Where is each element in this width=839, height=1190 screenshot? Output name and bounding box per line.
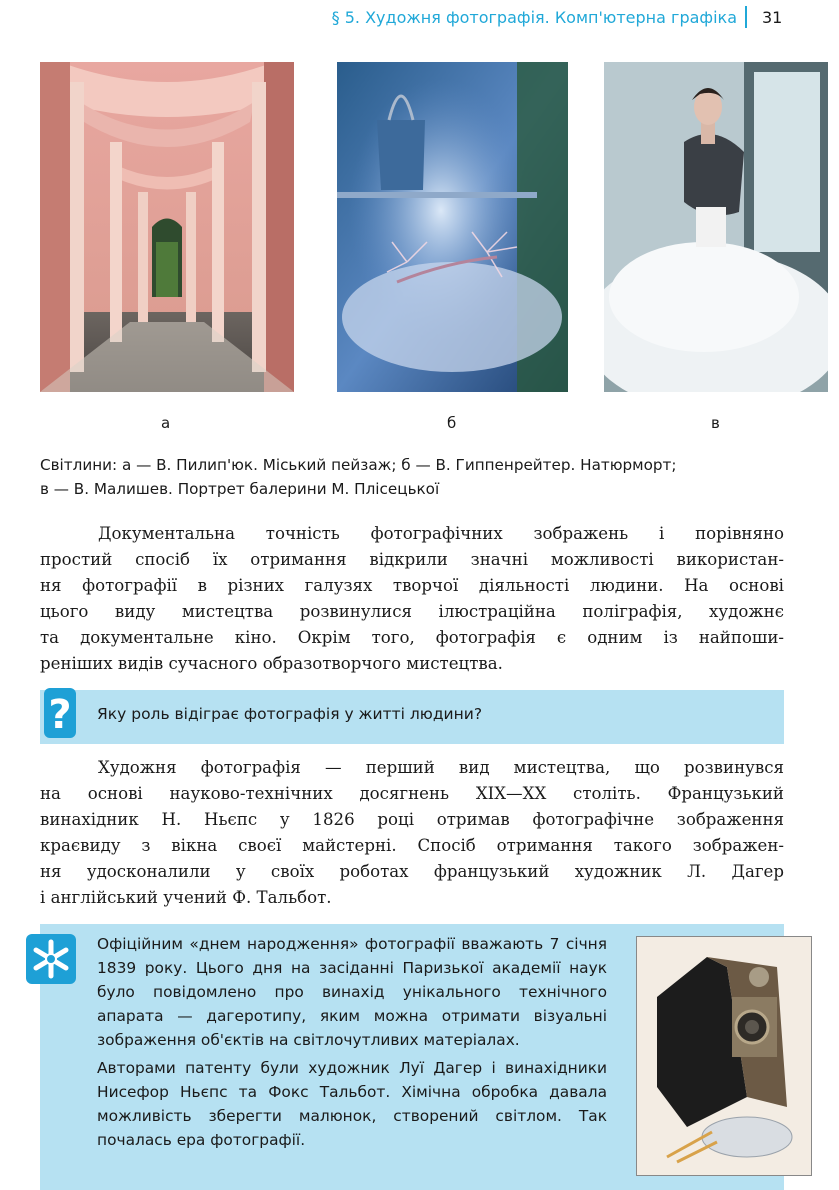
paragraph-line: Документальна точність фотографічних зображень і порівняно: [98, 524, 784, 543]
paragraph-line: ня удосконалили у своїх роботах французький художник Л. Дагер: [40, 862, 784, 881]
photo-daguerreotype-camera: [636, 936, 812, 1176]
paragraph-line: реніших видів сучасного образотворчого мистецтва.: [40, 654, 503, 673]
paragraph-line: ня фотографії в різних галузях творчої діяльності людини. На основі: [40, 576, 784, 595]
photo-label-b: б: [447, 414, 457, 432]
photo-ballerina-portrait: [604, 62, 828, 392]
question-text: Яку роль відіграє фотографія у житті людини?: [97, 705, 483, 723]
paragraph-line: цього виду мистецтва розвинулися ілюстраційна поліграфія, художнє: [40, 602, 784, 621]
question-box: [40, 690, 784, 744]
photo-label-c: в: [711, 414, 720, 432]
photo-label-a: а: [161, 414, 171, 432]
page-header: [0, 2, 839, 32]
fact-paragraph-1: Офіційним «днем народження» фотографії вважають 7 січня 1839 року. Цього дня на засіданні Паризької академії наук було повідомлено про винахід унікального технічного апарата — дагеротипу, яким можна отримати візуальні зображення об'єктів на світлочутливих матеріалах.: [97, 935, 607, 1049]
caption-line: в — В. Малишев. Портрет балерини М. Плісецької: [40, 480, 440, 498]
asterisk-icon: [26, 934, 76, 984]
svg-text:?: ?: [48, 692, 72, 738]
paragraph-line: на основі науково-технічних досягнень XIX—XX століть. Французький: [40, 784, 784, 803]
photo-caption: [40, 453, 820, 501]
photo-still-life: [337, 62, 568, 392]
fact-paragraph-2: Авторами патенту були художник Луї Дагер і винахідники Нисефор Ньєпс та Фокс Тальбот. Хімічна обробка давала можливість зберегти малюнок, створений світлом. Так почалась ера фотографії.: [97, 1059, 607, 1149]
photo-city-landscape: [40, 62, 294, 392]
header-divider: [745, 6, 747, 28]
caption-line: Світлини: а — В. Пилип'юк. Міський пейзаж; б — В. Гиппенрейтер. Натюрморт;: [40, 456, 677, 474]
section-title: § 5. Художня фотографія. Комп'ютерна графіка: [331, 8, 737, 27]
paragraph-line: винахідник Н. Ньєпс у 1826 році отримав фотографічне зображення: [40, 810, 784, 829]
paragraph-line: простий спосіб їх отримання відкрили значні можливості використан-: [40, 550, 784, 569]
fact-text: [97, 932, 607, 1156]
fact-box: [40, 924, 784, 1190]
paragraph-line: Художня фотографія — перший вид мистецтва, що розвинувся: [98, 758, 784, 777]
body-paragraph-2: [40, 755, 784, 911]
paragraph-line: і англійський учений Ф. Тальбот.: [40, 888, 332, 907]
page-number: 31: [762, 8, 783, 27]
paragraph-line: краєвиду з вікна своєї майстерні. Спосіб отримання такого зображен-: [40, 836, 784, 855]
body-paragraph-1: [40, 521, 784, 677]
paragraph-line: та документальне кіно. Окрім того, фотографія є одним із найпоши-: [40, 628, 784, 647]
question-mark-icon: [40, 684, 80, 742]
